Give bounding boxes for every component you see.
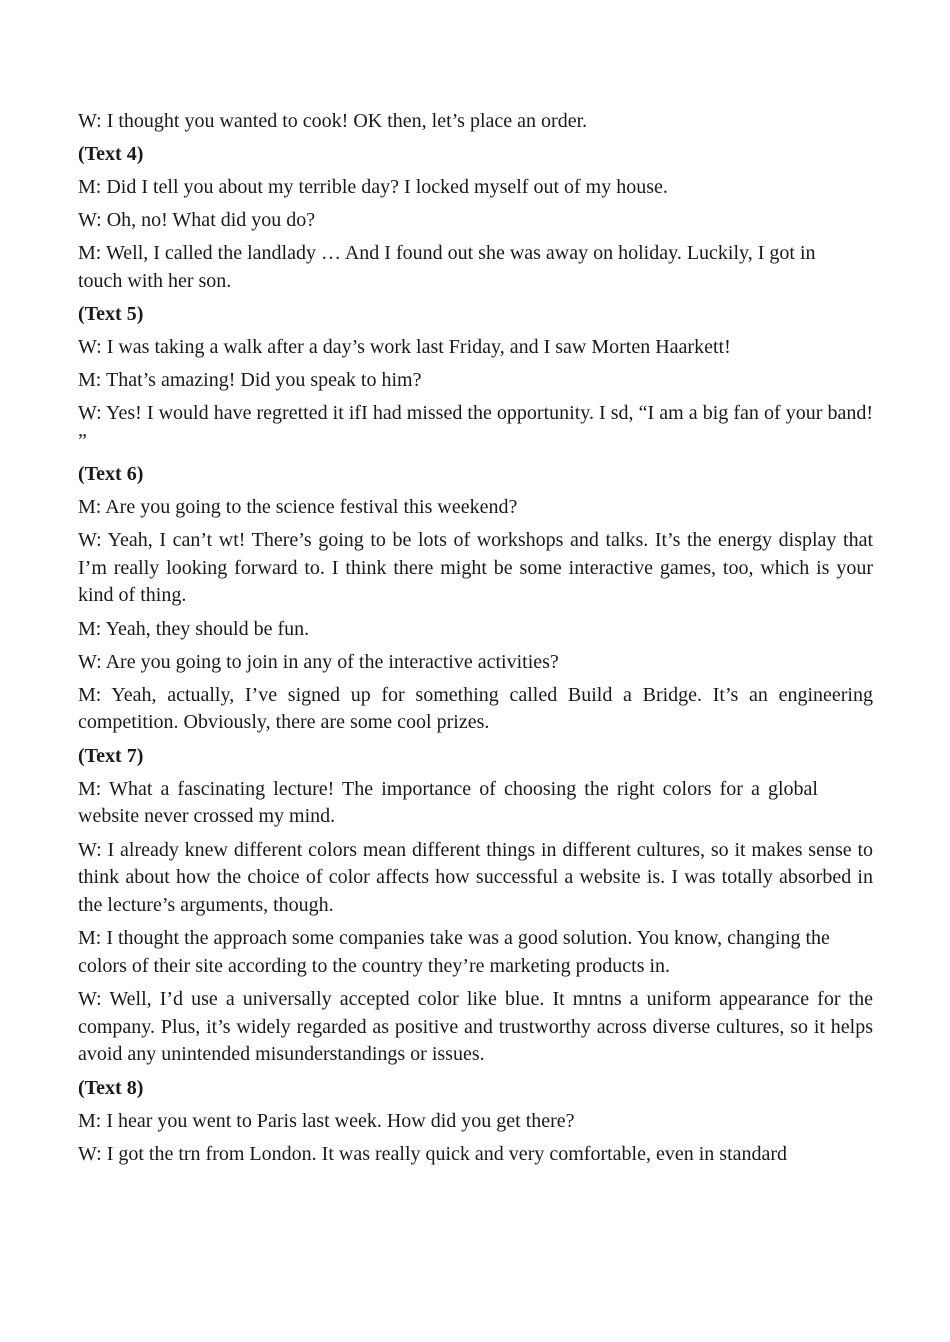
dialogue-line: W: I got the trn from London. It was really quick and very comfortable, even in standard <box>78 1142 788 1165</box>
section-heading-text-6: (Text 6) <box>78 463 144 485</box>
dialogue-line: W: I was taking a walk after a day’s work last Friday, and I saw Morten Haarkett! <box>78 336 731 358</box>
dialogue-paragraph: M: What a fascinating lecture! The importance of choosing the right colors for a global website never crossed my mind. <box>78 777 818 827</box>
dialogue-line: M: I hear you went to Paris last week. How did you get there? <box>78 1109 575 1132</box>
dialogue-paragraph: W: Yes! I would have regretted it ifI had missed the opportunity. I sd, “I am a big fan of your band! ” <box>78 402 873 452</box>
dialogue-paragraph: W: Well, I’d use a universally accepted color like blue. It mntns a uniform appearance for the company. Plus, it’s widely regarded as positive and trustworthy across diverse cultures, so it helps avoid any unintended misunderstandings or issues. <box>78 988 873 1065</box>
dialogue-line: M: That’s amazing! Did you speak to him? <box>78 369 422 391</box>
section-heading-text-8: (Text 8) <box>78 1076 144 1099</box>
dialogue-paragraph: W: Yeah, I can’t wt! There’s going to be lots of workshops and talks. It’s the energy display that I’m really looking forward to. I think there might be some interactive games, too, which is your kind of thing. <box>78 529 873 606</box>
dialogue-paragraph: W: I already knew different colors mean different things in different cultures, so it makes sense to think about how the choice of color affects how successful a website is. I was totally absorbed in the lecture’s arguments, though. <box>78 838 873 916</box>
section-heading-text-5: (Text 5) <box>78 303 144 325</box>
dialogue-line: W: Are you going to join in any of the interactive activities? <box>78 650 559 673</box>
transcript-page <box>78 108 873 1174</box>
dialogue-line: M: Are you going to the science festival this weekend? <box>78 496 518 518</box>
dialogue-line: W: I thought you wanted to cook! OK then, let’s place an order. <box>78 110 588 132</box>
section-heading-text-4: (Text 4) <box>78 143 144 165</box>
dialogue-line: M: Yeah, they should be fun. <box>78 617 310 640</box>
dialogue-paragraph: M: Well, I called the landlady … And I found out she was away on holiday. Luckily, I got in touch with her son. <box>78 242 816 292</box>
dialogue-paragraph: M: I thought the approach some companies take was a good solution. You know, changing the colors of their site according to the country they’re marketing products in. <box>78 927 830 977</box>
dialogue-line: M: Did I tell you about my terrible day? I locked myself out of my house. <box>78 176 668 198</box>
section-heading-text-7: (Text 7) <box>78 744 144 767</box>
dialogue-line: W: Oh, no! What did you do? <box>78 209 316 231</box>
dialogue-paragraph: M: Yeah, actually, I’ve signed up for something called Build a Bridge. It’s an engineering competition. Obviously, there are some cool prizes. <box>78 683 873 733</box>
